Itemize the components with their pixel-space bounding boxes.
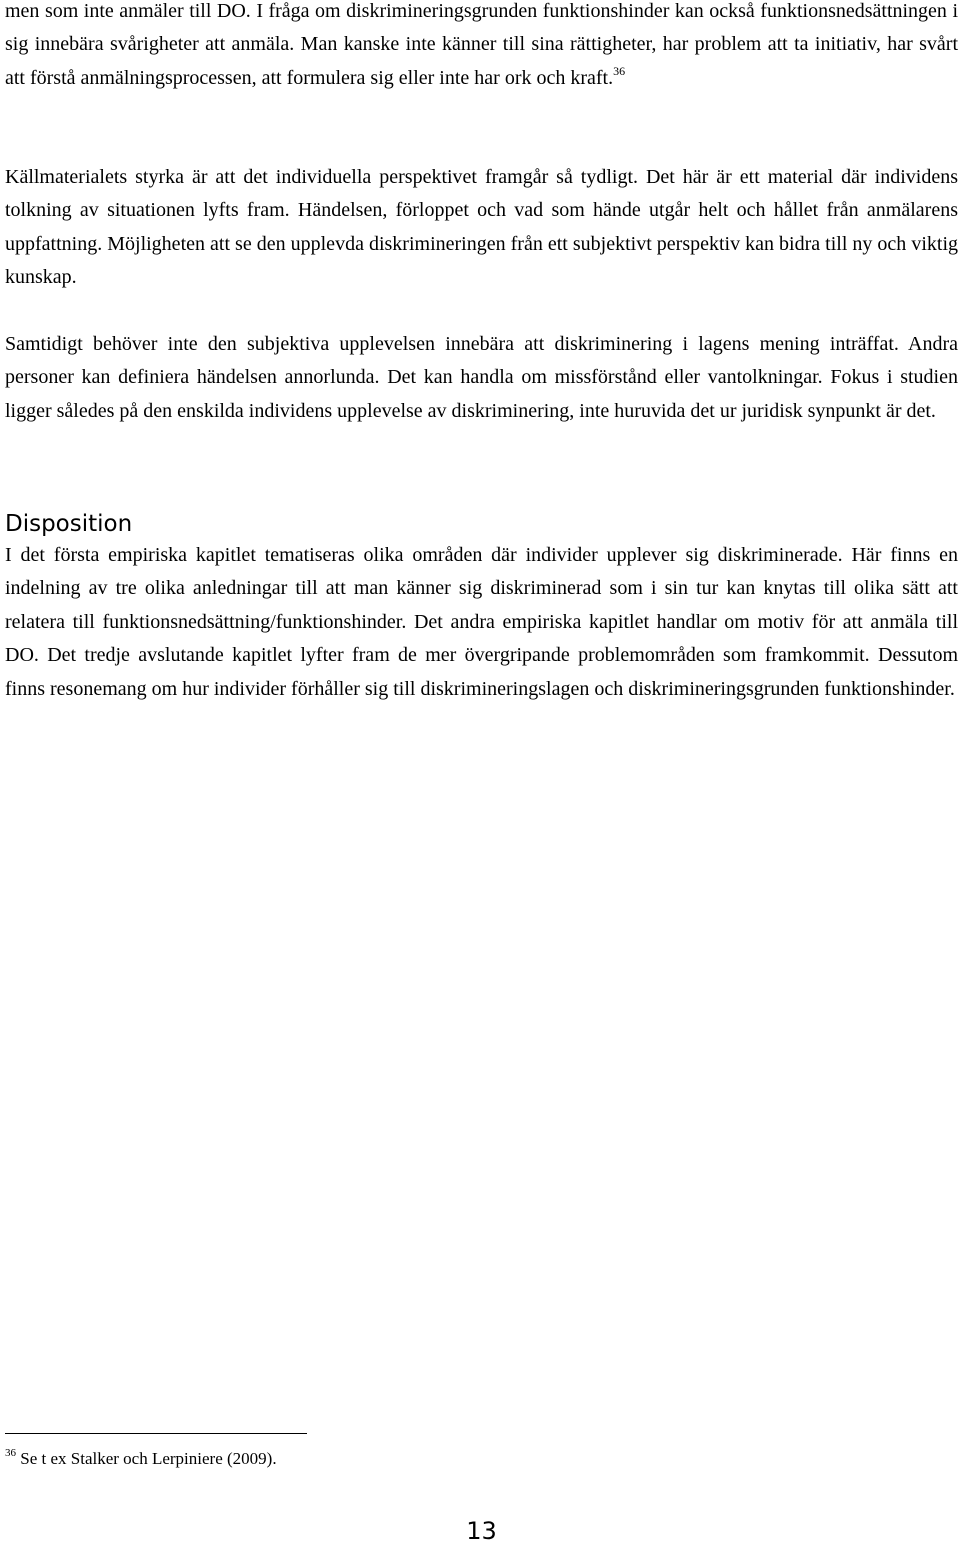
paragraph-subjective-experience: Samtidigt behöver inte den subjektiva upplevelsen innebära att diskriminering i lagens mening inträffat. Andra personer kan definiera händelsen annorlunda. Det kan handla om missförstånd eller vantolkningar. Fokus i studien ligger således på den enskilda individens upplevelse av diskriminering, inte huruvida det ur juridisk synpunkt är det. <box>5 333 958 422</box>
footnote-divider <box>5 1433 307 1434</box>
paragraph-access-barriers <box>5 0 958 95</box>
page-number: 13 <box>466 1517 497 1545</box>
footnote-text: Se t ex Stalker och Lerpiniere (2009). <box>20 1449 277 1468</box>
paragraph-source-strength: Källmaterialets styrka är att det individuella perspektivet framgår så tydligt. Det här är ett material där individens tolkning av situationen lyfts fram. Händelsen, förloppet och vad som hände utgår helt och hållet från anmälarens uppfattning. Möjligheten att se den upplevda diskrimineringen från ett subjektivt perspektiv kan bidra till ny och viktig kunskap. <box>5 166 958 289</box>
footnote-number: 36 <box>5 1447 16 1459</box>
footnote <box>5 1446 277 1472</box>
paragraph-disposition: I det första empiriska kapitlet tematiseras olika områden där individer upplever sig diskriminerade. Här finns en indelning av tre olika anledningar till att man känner sig diskriminerad som i sin tur kan knytas till olika sätt att relatera till funktionsnedsättning/funktionshinder. Det andra empiriska kapitlet handlar om motiv för att anmäla till DO. Det tredje avslutande kapitlet lyfter fram de mer övergripande problemområden som framkommit. Dessutom finns resonemang om hur individer förhåller sig till diskrimineringslagen och diskrimineringsgrunden funktionshinder. <box>5 544 958 700</box>
footnote-reference[interactable]: 36 <box>613 63 626 78</box>
paragraph-text: men som inte anmäler till DO. I fråga om diskrimineringsgrunden funktionshinder kan också funktionsnedsättningen i sig innebära svårigheter att anmäla. Man kanske inte känner till sina rättigheter, har problem att ta initiativ, har svårt att förstå anmälningsprocessen, att formulera sig eller inte har ork och kraft. <box>5 0 958 89</box>
section-heading-disposition: Disposition <box>5 511 133 537</box>
